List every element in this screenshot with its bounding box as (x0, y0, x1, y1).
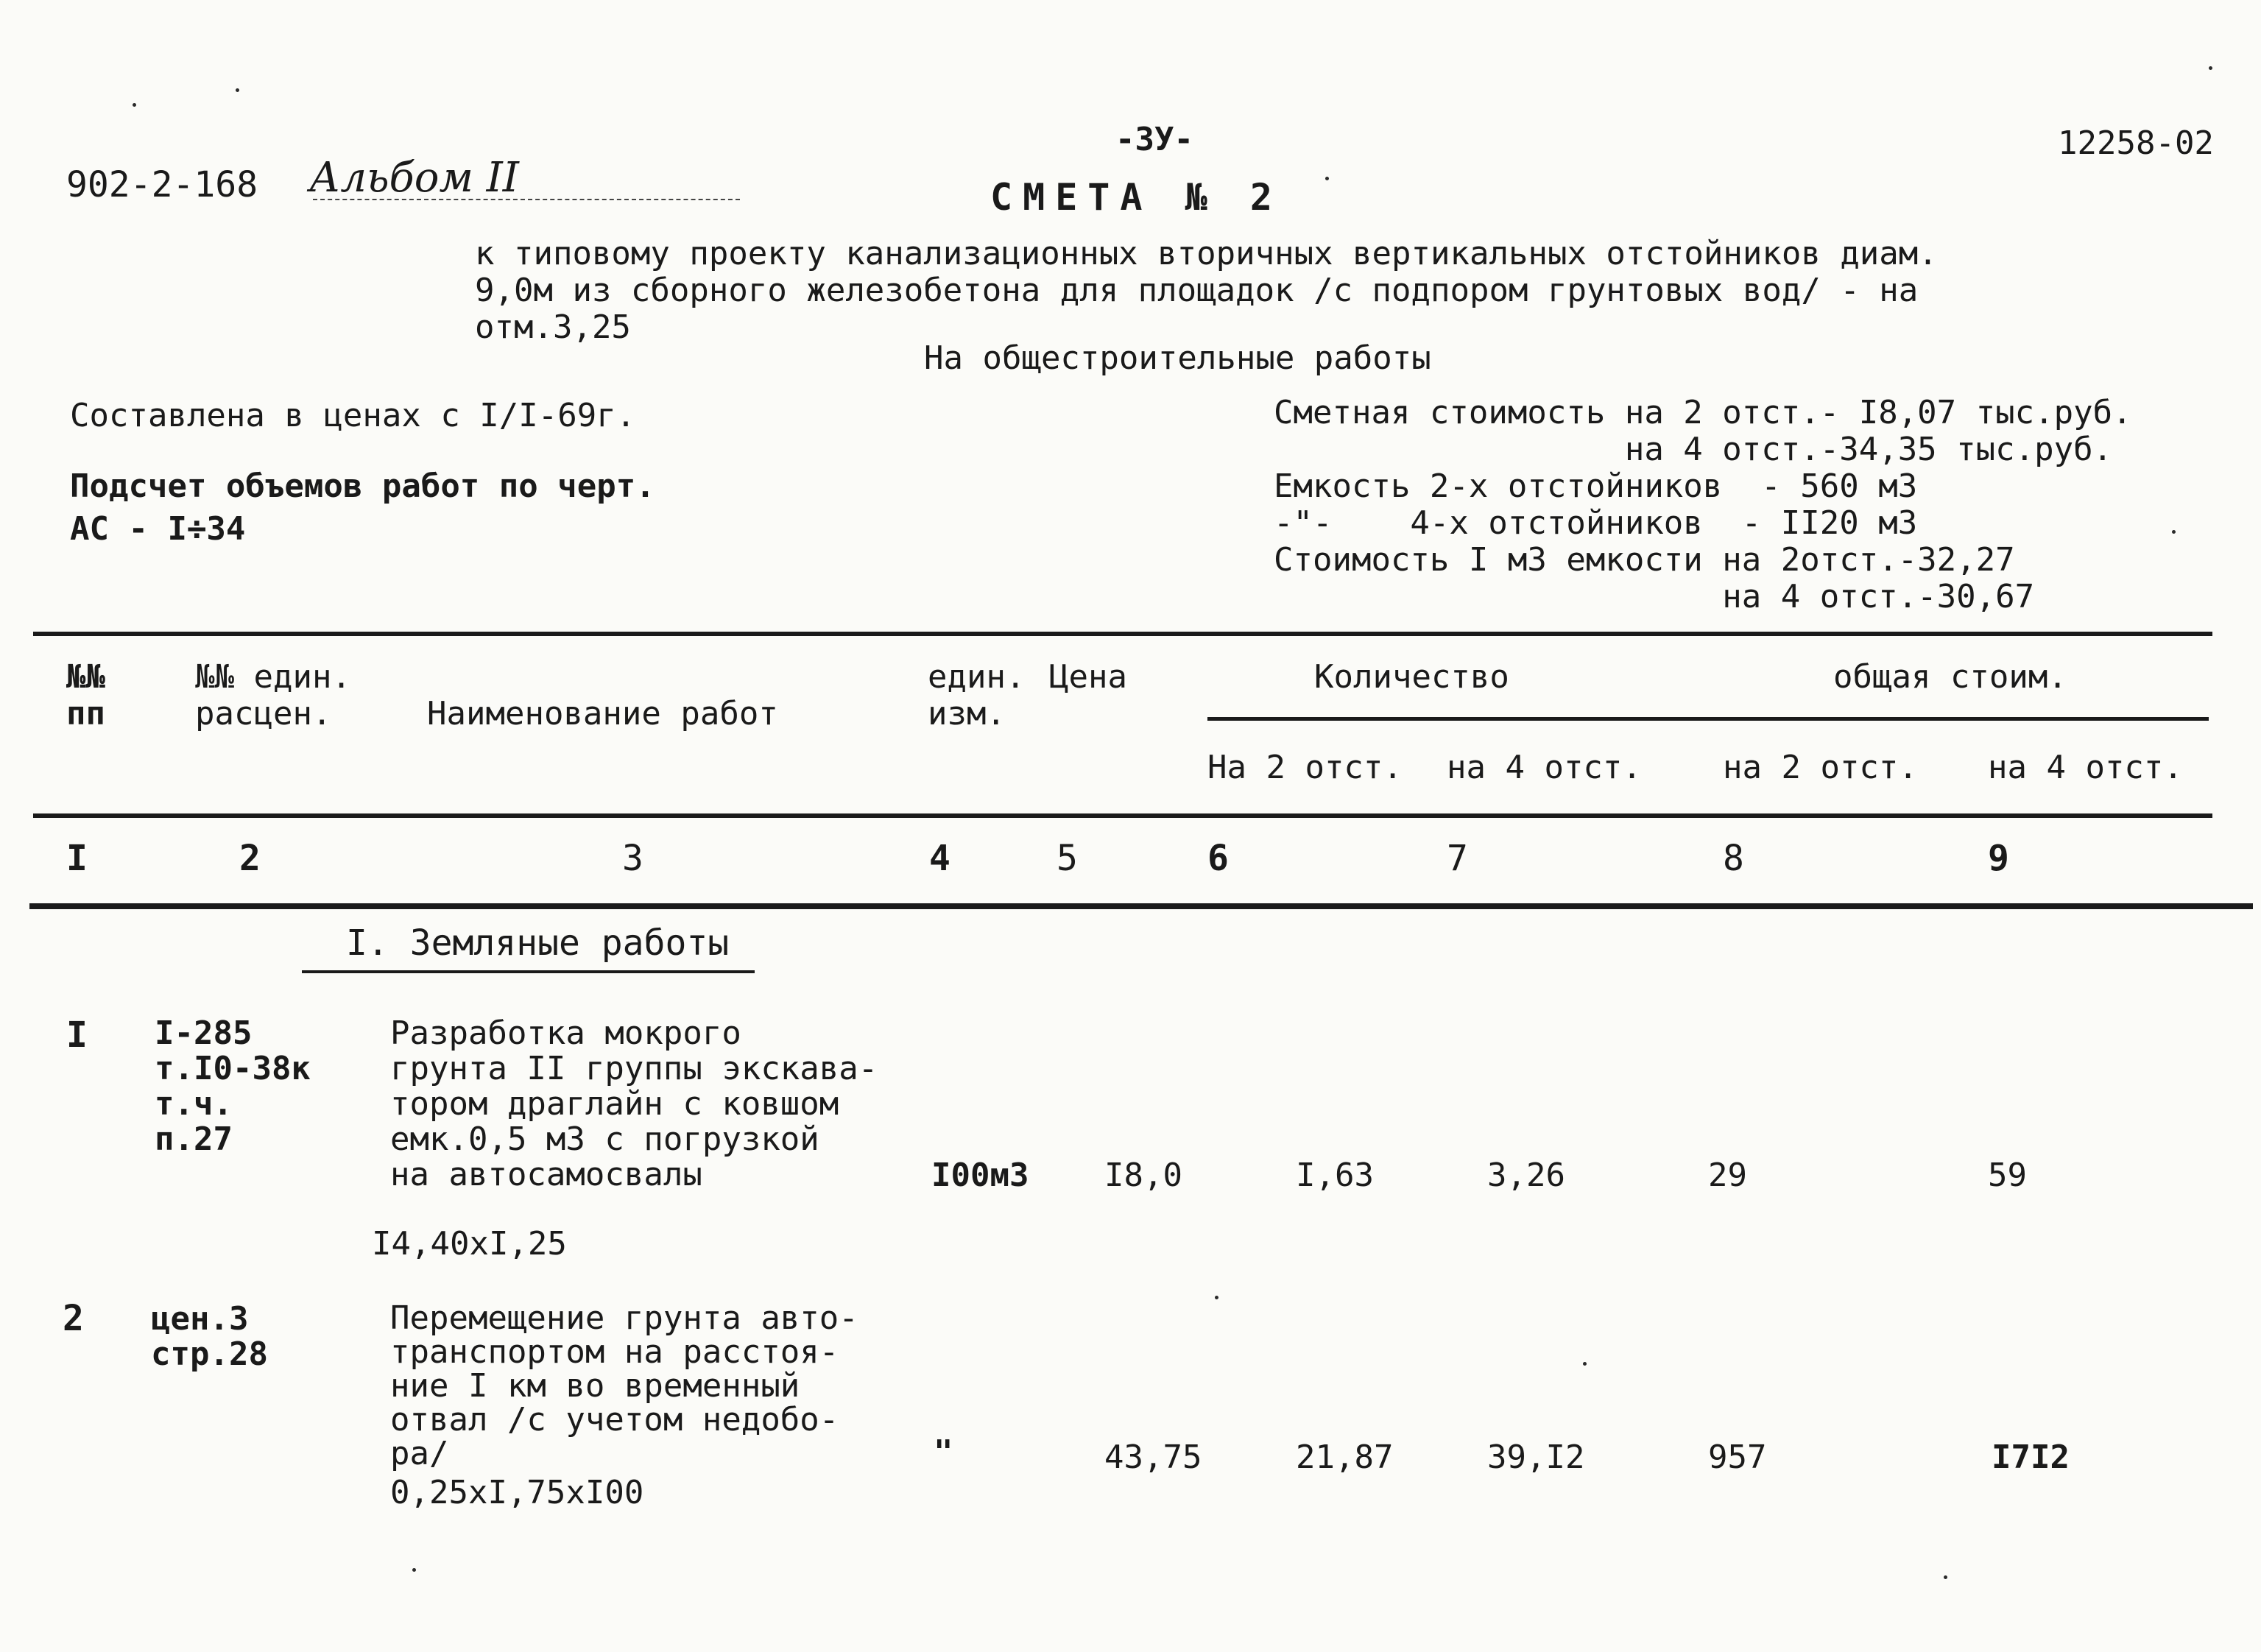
scan-speck (1583, 1362, 1587, 1366)
prices-note: Составлена в ценах с I/I-69г. (70, 397, 636, 434)
section-kind: На общестроительные работы (924, 339, 1431, 377)
col-number: 7 (1447, 838, 1468, 879)
row-unit: I00м3 (931, 1157, 1029, 1194)
row-formula: 0,25xI,75xI00 (390, 1474, 644, 1511)
col-number: 6 (1207, 838, 1229, 879)
corner-number: 12258-02 (2058, 124, 2214, 162)
col-number: 5 (1057, 838, 1078, 879)
col-number: 9 (1988, 838, 2009, 879)
col-number: 3 (622, 838, 643, 879)
row-price: 43,75 (1104, 1439, 1202, 1476)
row-price: I8,0 (1104, 1157, 1182, 1194)
album-label: Альбом II (309, 154, 519, 202)
header-cost-2: на 2 отст. (1723, 749, 1918, 786)
row-qty-2: I,63 (1296, 1157, 1374, 1194)
album-underline (313, 199, 740, 200)
col-number: 8 (1723, 838, 1744, 879)
scan-speck (236, 88, 239, 92)
row-number: 2 (63, 1298, 84, 1339)
document-title: СМЕТА № 2 (990, 176, 1283, 219)
row-rate-code: I-285 т.I0-38к т.ч. п.27 (155, 1014, 311, 1158)
header-cost-4: на 4 отст. (1988, 749, 2183, 786)
scan-speck (1944, 1575, 1947, 1579)
scan-speck (133, 103, 136, 107)
header-unit: един. изм. (928, 658, 1026, 733)
header-quantity: Количество (1314, 658, 1509, 696)
row-formula: I4,40xI,25 (372, 1225, 567, 1263)
header-name: Наименование работ (427, 695, 778, 733)
scan-speck (2209, 66, 2212, 70)
page-marker: -3У- (1115, 121, 1193, 158)
col-number: 4 (929, 838, 950, 879)
scan-speck (2172, 530, 2176, 534)
row-cost-2: 29 (1708, 1157, 1747, 1194)
scan-speck (1215, 1296, 1218, 1299)
cost-summary: Сметная стоимость на 2 отст.- I8,07 тыс.руб. на 4 отст.-34,35 тыс.руб. Емкость 2-х отстойников - 560 м3 -"- 4-х отстойников - II20 м3 Стоимость I м3 емкости на 2отст.-32,27 на 4 отст.-30,67 (1274, 394, 2132, 615)
header-qty-4: на 4 отст. (1447, 749, 1642, 786)
col-numbers-rule (29, 903, 2253, 909)
scan-speck (1325, 177, 1329, 180)
scan-speck (412, 1568, 416, 1572)
row-qty-4: 3,26 (1487, 1157, 1565, 1194)
section-title: I. Земляные работы (346, 922, 730, 964)
header-total-cost: общая стоим. (1833, 658, 2067, 696)
row-qty-4: 39,I2 (1487, 1439, 1585, 1476)
row-work-name: Разработка мокрого грунта II группы экскава- тором драглайн с ковшом емк.0,5 м3 с погрузкой на автосамосвалы (390, 1014, 878, 1193)
col-number: 2 (239, 838, 261, 879)
volumes-note: Подсчет объемов работ по черт. АС - I÷34 (70, 467, 655, 548)
row-cost-4: I7I2 (1992, 1439, 2070, 1476)
header-num: №№ пп (66, 658, 105, 733)
row-unit: " (934, 1433, 953, 1471)
row-cost-2: 957 (1708, 1439, 1767, 1476)
row-rate-code: цен.3 стр.28 (151, 1300, 268, 1373)
header-bottom-rule (33, 813, 2212, 818)
table-top-rule (33, 632, 2212, 636)
row-number: I (66, 1014, 88, 1056)
section-title-underline (302, 970, 755, 973)
doc-code: 902-2-168 (66, 164, 258, 205)
row-cost-4: 59 (1988, 1157, 2027, 1194)
header-qty-2: На 2 отст. (1207, 749, 1403, 786)
header-price: Цена (1049, 658, 1127, 696)
row-qty-2: 21,87 (1296, 1439, 1394, 1476)
document-subtitle: к типовому проекту канализационных вторичных вертикальных отстойников диам. 9,0м из сборного железобетона для площадок /с подпором грунтовых вод/ - на отм.3,25 (475, 235, 1938, 346)
header-sub-rule (1207, 717, 2209, 721)
col-number: I (66, 838, 88, 879)
header-code: №№ един. расцен. (195, 658, 351, 733)
row-work-name: Перемещение грунта авто- транспортом на расстоя- ние I км во временный отвал /с учетом недобо- ра/ (390, 1299, 858, 1472)
